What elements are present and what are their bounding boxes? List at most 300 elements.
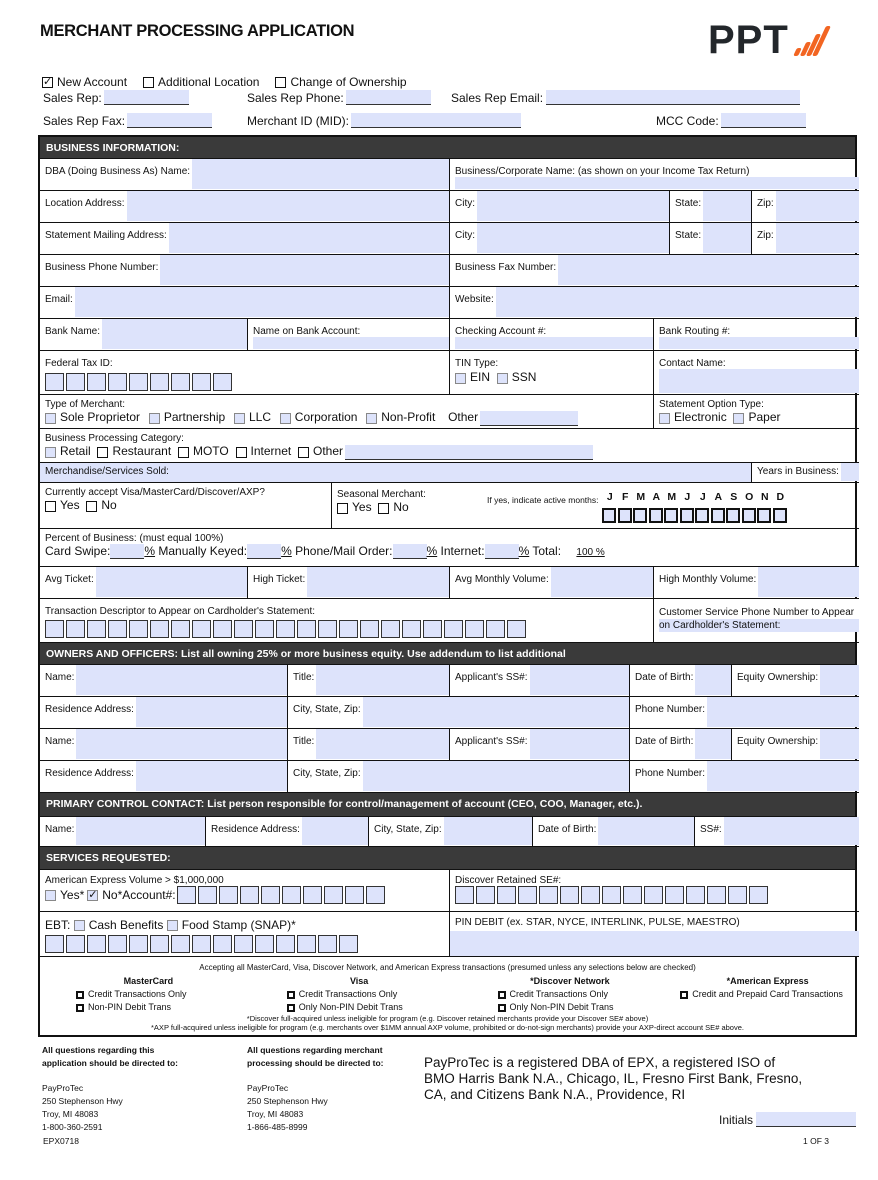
digit-box[interactable] (303, 886, 322, 904)
owner2-title-input[interactable] (316, 729, 449, 759)
month-checkbox[interactable] (680, 508, 694, 523)
digit-box[interactable] (402, 620, 421, 638)
owner2-equity-input[interactable] (820, 729, 859, 759)
digit-box[interactable] (261, 886, 280, 904)
bank-name-input[interactable] (102, 319, 247, 349)
digit-box[interactable] (219, 886, 238, 904)
digit-box[interactable] (539, 886, 558, 904)
digit-box[interactable] (602, 886, 621, 904)
digit-box[interactable] (87, 935, 106, 953)
pin-debit-label: PIN DEBIT (ex. STAR, NYCE, INTERLINK, PULSE, MAESTRO) (455, 917, 740, 928)
page-title: MERCHANT PROCESSING APPLICATION (40, 22, 355, 40)
accept-yes-label: Yes (60, 498, 80, 512)
discover-se-label: Discover Retained SE#: (455, 875, 562, 886)
digit-box[interactable] (297, 935, 316, 953)
mailing-input[interactable] (169, 223, 449, 253)
seasonal-label: Seasonal Merchant: (337, 489, 426, 500)
digit-box[interactable] (192, 935, 211, 953)
owner1-name-input[interactable] (76, 665, 287, 695)
pct-sign: % (426, 544, 438, 558)
other-type-input[interactable] (480, 411, 578, 426)
sales-rep-fax-input[interactable] (127, 113, 212, 128)
checking-label: Checking Account #: (455, 326, 547, 337)
service-option-label: Credit and Prepaid Card Transactions (692, 989, 843, 999)
new-account-checkbox[interactable]: ✓ (43, 75, 53, 88)
owner1-phone-label: Phone Number: (635, 704, 706, 715)
retail-label: Retail (60, 444, 91, 458)
digit-box[interactable] (255, 935, 274, 953)
card-brand-column (251, 976, 462, 1015)
digit-box[interactable] (455, 886, 474, 904)
dba-input[interactable] (192, 159, 449, 189)
avg-monthly-label: Avg Monthly Volume: (455, 574, 549, 585)
logo-bars-icon (795, 26, 824, 56)
digit-box[interactable] (213, 620, 232, 638)
owner1-phone-input[interactable] (707, 697, 859, 727)
service-checkbox[interactable] (76, 991, 84, 999)
digit-box[interactable] (749, 886, 768, 904)
amex-no-checkbox[interactable]: ✓ (88, 888, 98, 901)
descriptor-boxes[interactable] (45, 620, 653, 638)
name-on-bank-input[interactable] (253, 337, 449, 349)
amex-account-boxes[interactable] (177, 886, 385, 904)
owner1-name-label: Name: (45, 672, 75, 683)
digit-box[interactable] (129, 620, 148, 638)
electronic-label: Electronic (674, 410, 727, 424)
owner2-residence-input[interactable] (136, 761, 287, 791)
month-checkbox[interactable] (773, 508, 787, 523)
sales-rep-label: Sales Rep: (43, 90, 102, 105)
owner2-city-input[interactable] (363, 761, 629, 791)
retail-checkbox[interactable] (45, 447, 56, 458)
manually-keyed-label: Manually Keyed: (158, 544, 248, 558)
email-label: Email: (45, 294, 73, 305)
service-checkbox[interactable] (680, 991, 688, 999)
owners-header: OWNERS AND OFFICERS: List all owning 25% or more business equity. Use addendum to list additional (40, 643, 855, 665)
routing-label: Bank Routing #: (659, 326, 731, 337)
active-months-grid (602, 483, 788, 528)
owner2-ssn-label: Applicant's SS#: (455, 736, 528, 747)
pin-debit-input[interactable] (450, 931, 859, 956)
month-letter: A (652, 491, 661, 503)
seasonal-no-checkbox[interactable] (378, 503, 389, 514)
card-brand-title: *Discover Network (530, 976, 610, 986)
seasonal-no-label: No (393, 500, 409, 514)
digit-box[interactable] (644, 886, 663, 904)
primary-residence-input[interactable] (302, 817, 368, 845)
discover-se-boxes[interactable] (455, 886, 859, 904)
ssn-checkbox[interactable] (497, 373, 508, 384)
digit-box[interactable] (198, 886, 217, 904)
additional-location-checkbox[interactable] (143, 77, 154, 88)
phone-mail-input[interactable] (393, 544, 427, 559)
category-label: Business Processing Category: (45, 433, 184, 444)
email-input[interactable] (75, 287, 449, 317)
digit-box[interactable] (171, 620, 190, 638)
digit-box[interactable] (444, 620, 463, 638)
merchant-id-label: Merchant ID (MID): (247, 113, 350, 128)
logo-text: PPT (708, 18, 789, 62)
digit-box[interactable] (318, 620, 337, 638)
moto-checkbox[interactable] (178, 447, 189, 458)
digit-box[interactable] (476, 886, 495, 904)
primary-name-label: Name: (45, 824, 75, 835)
digit-box[interactable] (192, 620, 211, 638)
percent-row (45, 544, 859, 559)
merchant-id-input[interactable] (351, 113, 521, 128)
mcc-code-input[interactable] (721, 113, 806, 128)
form-code: EPX0718 (43, 1136, 79, 1146)
month-checkbox[interactable] (757, 508, 771, 523)
website-label: Website: (455, 294, 494, 305)
cash-benefits-checkbox[interactable] (74, 920, 85, 931)
avg-ticket-input[interactable] (96, 567, 247, 597)
location-input[interactable] (127, 191, 450, 221)
month-checkbox[interactable] (602, 508, 616, 523)
ebt-label: EBT: (45, 918, 71, 932)
contact-label: Contact Name: (659, 358, 726, 369)
digit-box[interactable] (276, 620, 295, 638)
address-line: 250 Stephenson Hwy (247, 1096, 328, 1106)
owner2-title-label: Title: (293, 736, 315, 747)
initials-label: Initials (719, 1112, 754, 1127)
digit-box[interactable] (282, 886, 301, 904)
partnership-label: Partnership (163, 410, 226, 424)
state-label: State: (675, 198, 702, 209)
accept-no-checkbox[interactable] (86, 501, 97, 512)
seasonal-yes-checkbox[interactable] (337, 503, 348, 514)
owner1-residence-label: Residence Address: (45, 704, 134, 715)
primary-dob-label: Date of Birth: (538, 824, 597, 835)
address-line: 250 Stephenson Hwy (42, 1096, 123, 1106)
business-info-header: BUSINESS INFORMATION: (40, 137, 855, 159)
sales-rep-fax-label: Sales Rep Fax: (43, 113, 126, 128)
mailing-label: Statement Mailing Address: (45, 230, 167, 241)
owner2-phone-input[interactable] (707, 761, 859, 791)
mail-state-label: State: (675, 230, 702, 241)
owner1-equity-input[interactable] (820, 665, 859, 695)
new-account-label: New Account (57, 75, 128, 89)
owner1-city-input[interactable] (363, 697, 629, 727)
digit-box[interactable] (213, 935, 232, 953)
service-checkbox[interactable] (498, 991, 506, 999)
month-checkbox[interactable] (618, 508, 632, 523)
card-brand-title: MasterCard (123, 976, 174, 986)
internet-pct-input[interactable] (485, 544, 519, 559)
digit-box[interactable] (129, 935, 148, 953)
owner2-city-label: City, State, Zip: (293, 768, 361, 779)
tax-id-label: Federal Tax ID: (45, 358, 113, 369)
card-brand-column (462, 976, 673, 1015)
owner1-ssn-label: Applicant's SS#: (455, 672, 528, 683)
amex-yes-checkbox[interactable] (45, 890, 56, 901)
digit-box[interactable] (297, 620, 316, 638)
service-checkbox[interactable] (287, 1004, 295, 1012)
owner1-title-input[interactable] (316, 665, 449, 695)
digit-box[interactable] (66, 620, 85, 638)
name-on-bank-label: Name on Bank Account: (253, 326, 361, 337)
sales-rep-email-input[interactable] (546, 90, 800, 105)
digit-box[interactable] (423, 620, 442, 638)
phone-input[interactable] (160, 255, 449, 285)
digit-box[interactable] (518, 886, 537, 904)
digit-box[interactable] (171, 935, 190, 953)
address-line: Troy, MI 48083 (42, 1109, 99, 1119)
owner1-dob-label: Date of Birth: (635, 672, 694, 683)
card-swipe-label: Card Swipe: (45, 544, 111, 558)
paper-checkbox[interactable] (733, 413, 744, 424)
primary-name-input[interactable] (76, 817, 205, 845)
month-letter: M (636, 491, 646, 503)
month-letter: N (760, 491, 769, 503)
digit-box[interactable] (707, 886, 726, 904)
ein-checkbox[interactable] (455, 373, 466, 384)
sole-proprietor-checkbox[interactable] (45, 413, 56, 424)
electronic-checkbox[interactable] (659, 413, 670, 424)
snap-checkbox[interactable] (167, 920, 178, 931)
digit-box[interactable] (177, 886, 196, 904)
digit-box[interactable] (381, 620, 400, 638)
non-profit-label: Non-Profit (381, 410, 436, 424)
corporation-checkbox[interactable] (280, 413, 291, 424)
digit-box[interactable] (108, 935, 127, 953)
primary-ssn-input[interactable] (724, 817, 859, 845)
total-value: 100 % (576, 547, 605, 558)
amex-no-label: No*Account#: (102, 888, 176, 902)
merchant-type-options (45, 410, 653, 426)
sales-rep-phone-input[interactable] (346, 90, 431, 105)
address-line: 1-866-485-8999 (247, 1122, 308, 1132)
digit-box[interactable] (486, 620, 505, 638)
month-letter: M (667, 491, 677, 503)
active-months-label: If yes, indicate active months: (487, 495, 599, 505)
month-letter: D (776, 491, 785, 503)
primary-residence-label: Residence Address: (211, 824, 300, 835)
month-letter: O (745, 491, 754, 503)
digit-box[interactable] (345, 886, 364, 904)
month-checkbox[interactable] (695, 508, 709, 523)
other-category-checkbox[interactable] (298, 447, 309, 458)
seasonal-yes-label: Yes (352, 500, 372, 514)
mcc-code-label: MCC Code: (656, 113, 719, 128)
internet-checkbox[interactable] (236, 447, 247, 458)
non-profit-checkbox[interactable] (366, 413, 377, 424)
owner2-equity-label: Equity Ownership: (737, 736, 819, 747)
digit-box[interactable] (560, 886, 579, 904)
digit-box[interactable] (318, 935, 337, 953)
routing-input[interactable] (659, 337, 859, 349)
percent-label: Percent of Business: (must equal 100%) (45, 533, 224, 544)
corp-name-label: Business/Corporate Name: (as shown on your Income Tax Return) (455, 166, 750, 177)
service-option-label: Only Non-PIN Debit Trans (298, 1002, 403, 1012)
tax-id-boxes[interactable] (45, 373, 449, 391)
digit-box[interactable] (581, 886, 600, 904)
service-option-label: Only Non-PIN Debit Trans (509, 1002, 614, 1012)
digit-box[interactable] (276, 935, 295, 953)
owner2-phone-label: Phone Number: (635, 768, 706, 779)
snap-label: Food Stamp (SNAP)* (181, 918, 296, 932)
discover-note: *Discover full-acquired unless ineligible for program (e.g. Discover retained merchants provide your Discover SE# above) (246, 1014, 649, 1023)
owner2-residence-label: Residence Address: (45, 768, 134, 779)
pct-sign: % (518, 544, 530, 558)
moto-label: MOTO (192, 444, 229, 458)
digit-box[interactable] (45, 935, 64, 953)
other-category-label: Other (313, 444, 344, 458)
digit-box[interactable] (234, 620, 253, 638)
website-input[interactable] (496, 287, 859, 317)
merchandise-input[interactable] (171, 463, 751, 481)
owner1-dob-input[interactable] (695, 665, 731, 695)
month-checkbox[interactable] (633, 508, 647, 523)
llc-checkbox[interactable] (234, 413, 245, 424)
digit-box[interactable] (465, 620, 484, 638)
address-line: PayProTec (42, 1083, 84, 1093)
restaurant-checkbox[interactable] (97, 447, 108, 458)
fax-input[interactable] (558, 255, 859, 285)
accept-no-label: No (101, 498, 117, 512)
high-monthly-input[interactable] (758, 567, 859, 597)
mail-state-input[interactable] (703, 223, 751, 253)
initials-input[interactable] (756, 1112, 856, 1127)
digit-box[interactable] (623, 886, 642, 904)
amex-yes-label: Yes* (60, 888, 85, 902)
owner2-name-input[interactable] (76, 729, 287, 759)
application-form (38, 135, 857, 1037)
high-monthly-label: High Monthly Volume: (659, 574, 757, 585)
card-brand-column (40, 976, 251, 1015)
service-checkbox[interactable] (498, 1004, 506, 1012)
card-swipe-input[interactable] (110, 544, 144, 559)
month-letter: J (684, 491, 691, 503)
card-brand-title: *American Express (726, 976, 809, 986)
digit-box[interactable] (339, 935, 358, 953)
month-checkbox[interactable] (664, 508, 678, 523)
manually-keyed-input[interactable] (247, 544, 281, 559)
primary-city-label: City, State, Zip: (374, 824, 442, 835)
accept-cards-label: Currently accept Visa/MasterCard/Discover/AXP? (45, 487, 265, 498)
corporation-label: Corporation (294, 410, 358, 424)
address-line: Troy, MI 48083 (247, 1109, 304, 1119)
cs-phone-label: Customer Service Phone Number to Appear on Cardholder's Statement: (659, 599, 859, 632)
accept-yes-checkbox[interactable] (45, 501, 56, 512)
corp-name-input[interactable] (455, 177, 859, 189)
application-questions-label: All questions regarding this application should be directed to: (42, 1045, 179, 1068)
digit-box[interactable] (45, 620, 64, 638)
digit-box[interactable] (150, 935, 169, 953)
address-line: 1-800-360-2591 (42, 1122, 103, 1132)
digit-box[interactable] (497, 886, 516, 904)
digit-box[interactable] (507, 620, 526, 638)
mail-city-label: City: (455, 230, 475, 241)
owner1-residence-input[interactable] (136, 697, 287, 727)
month-letter: J (699, 491, 706, 503)
digit-box[interactable] (150, 620, 169, 638)
merchandise-label: Merchandise/Services Sold: (45, 466, 169, 477)
month-checkbox[interactable] (711, 508, 725, 523)
accepting-note: Accepting all MasterCard, Visa, Discover Network, and American Express transactions (presumed unless any selections below are checked) (199, 963, 696, 972)
bank-name-label: Bank Name: (45, 326, 101, 337)
digit-box[interactable] (366, 886, 385, 904)
mail-zip-label: Zip: (757, 230, 774, 241)
high-ticket-label: High Ticket: (253, 574, 306, 585)
owner2-dob-input[interactable] (695, 729, 731, 759)
city-input[interactable] (477, 191, 669, 221)
month-checkbox[interactable] (742, 508, 756, 523)
zip-input[interactable] (776, 191, 859, 221)
owner2-ssn-input[interactable] (530, 729, 629, 759)
amex-volume-label: American Express Volume > $1,000,000 (45, 875, 224, 886)
owner1-equity-label: Equity Ownership: (737, 672, 819, 683)
mail-zip-input[interactable] (776, 223, 859, 253)
digit-box[interactable] (360, 620, 379, 638)
digit-box[interactable] (339, 620, 358, 638)
services-header: SERVICES REQUESTED: (40, 847, 855, 870)
other-type-label: Other (448, 410, 479, 424)
owner1-ssn-input[interactable] (530, 665, 629, 695)
digit-box[interactable] (255, 620, 274, 638)
pct-sign: % (281, 544, 292, 558)
digit-box[interactable] (324, 886, 343, 904)
digit-box[interactable] (234, 935, 253, 953)
primary-city-input[interactable] (444, 817, 532, 845)
page-number: 1 OF 3 (803, 1136, 829, 1146)
city-label: City: (455, 198, 475, 209)
years-input[interactable] (841, 463, 859, 481)
paper-label: Paper (748, 410, 781, 424)
month-checkbox[interactable] (649, 508, 663, 523)
month-letter: S (730, 491, 738, 503)
processing-questions-label: All questions regarding merchant processing should be directed to: (247, 1045, 384, 1068)
internet-label: Internet (250, 444, 292, 458)
month-letter: A (714, 491, 723, 503)
ebt-boxes[interactable] (45, 935, 449, 953)
digit-box[interactable] (686, 886, 705, 904)
location-label: Location Address: (45, 198, 125, 209)
sales-rep-input[interactable] (104, 90, 189, 105)
service-option-label: Credit Transactions Only (88, 989, 187, 999)
ppt-logo (708, 18, 824, 63)
digit-box[interactable] (66, 935, 85, 953)
pct-sign: % (144, 544, 156, 558)
other-category-input[interactable] (345, 445, 593, 460)
owner1-city-label: City, State, Zip: (293, 704, 361, 715)
total-label: Total: (532, 544, 562, 558)
service-checkbox[interactable] (76, 1004, 84, 1012)
high-ticket-input[interactable] (307, 567, 449, 597)
partnership-checkbox[interactable] (149, 413, 160, 424)
service-checkbox[interactable] (287, 991, 295, 999)
merchant-type-label: Type of Merchant: (45, 399, 126, 410)
digit-box[interactable] (240, 886, 259, 904)
sales-rep-phone-label: Sales Rep Phone: (247, 90, 344, 105)
ein-label: EIN (470, 370, 491, 384)
digit-box[interactable] (665, 886, 684, 904)
digit-box[interactable] (728, 886, 747, 904)
change-ownership-checkbox[interactable] (275, 77, 286, 88)
avg-monthly-input[interactable] (551, 567, 653, 597)
state-input[interactable] (703, 191, 751, 221)
checking-input[interactable] (455, 337, 653, 349)
service-option-label: Credit Transactions Only (298, 989, 398, 999)
mail-city-input[interactable] (477, 223, 669, 253)
primary-dob-input[interactable] (598, 817, 694, 845)
month-checkbox[interactable] (726, 508, 740, 523)
ssn-label: SSN (511, 370, 537, 384)
digit-box[interactable] (108, 620, 127, 638)
digit-box[interactable] (87, 620, 106, 638)
contact-input[interactable] (659, 369, 859, 393)
card-brand-column (672, 976, 855, 1015)
